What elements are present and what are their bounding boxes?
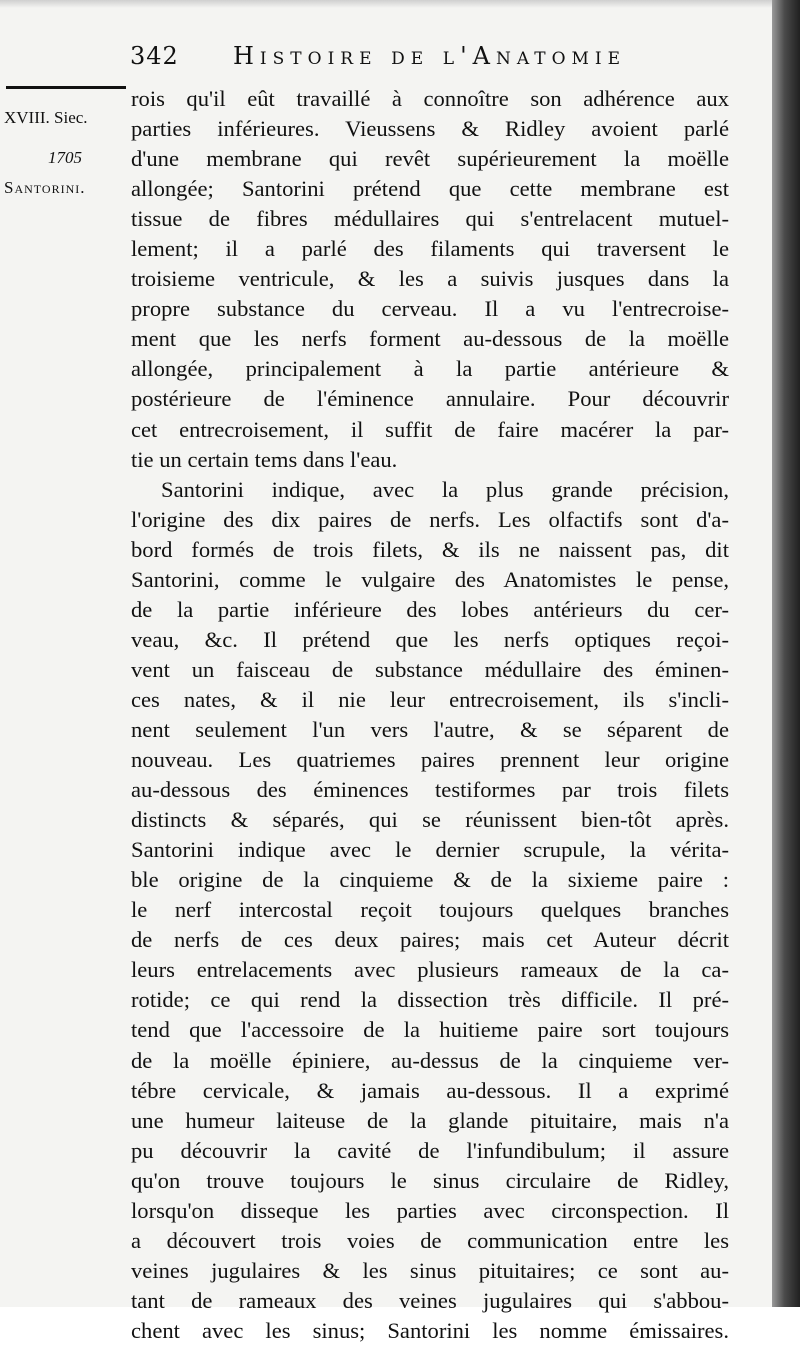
text-line: distincts & séparés, qui se réunissent bien-tôt après. xyxy=(131,807,729,833)
text-line: tissue de fibres médullaires qui s'entrelacent mutuel- xyxy=(131,206,729,232)
text-line: d'une membrane qui revêt supérieurement la moëlle xyxy=(131,146,729,172)
text-line: l'origine des dix paires de nerfs. Les olfactifs sont d'a- xyxy=(131,506,729,532)
margin-rule xyxy=(6,86,126,89)
text-line: de nerfs de ces deux paires; mais cet Auteur décrit xyxy=(131,927,729,953)
text-line: veau, &c. Il prétend que les nerfs optiques reçoi- xyxy=(131,626,729,652)
running-header xyxy=(130,42,770,82)
text-line: une humeur laiteuse de la glande pituitaire, mais n'a xyxy=(131,1107,729,1133)
paragraph-start-line: Santorini indique, avec la plus grande précision, xyxy=(161,476,729,502)
text-line: tébre cervicale, & jamais au-dessous. Il a exprimé xyxy=(131,1077,729,1103)
text-line: allongée, principalement à la partie antérieure & xyxy=(131,356,729,382)
text-line: allongée; Santorini prétend que cette membrane est xyxy=(131,176,729,202)
text-line: Santorini, comme le vulgaire des Anatomistes le pense, xyxy=(131,566,729,592)
text-line: veines jugulaires & les sinus pituitaires; ce sont au- xyxy=(131,1257,729,1283)
page-number: 342 xyxy=(130,42,179,70)
text-line: de la moëlle épiniere, au-dessus de la cinquieme ver- xyxy=(131,1047,729,1073)
text-line: rotide; ce qui rend la dissection très difficile. Il pré- xyxy=(131,987,729,1013)
page-top-edge xyxy=(0,0,800,8)
binding-gutter xyxy=(772,0,800,1307)
running-title: Histoire de l'Anatomie xyxy=(233,42,627,70)
paragraph-end-line: tie un certain tems dans l'eau. xyxy=(131,446,398,472)
text-line: tant de rameaux des veines jugulaires qui s'abbou- xyxy=(131,1287,729,1313)
margin-author-note: Santorini. xyxy=(4,178,86,197)
text-line: lement; il a parlé des filaments qui traversent le xyxy=(131,236,729,262)
text-line: leurs entrelacements avec plusieurs rameaux de la ca- xyxy=(131,957,729,983)
text-line: nouveau. Les quatriemes paires prennent leur origine xyxy=(131,747,729,773)
text-line: vent un faisceau de substance médullaire des éminen- xyxy=(131,656,729,682)
text-line: postérieure de l'éminence annulaire. Pour découvrir xyxy=(131,386,729,412)
text-line: ment que les nerfs forment au-dessous de la moëlle xyxy=(131,326,729,352)
text-line: qu'on trouve toujours le sinus circulaire de Ridley, xyxy=(131,1167,729,1193)
margin-century-note: XVIII. Siec. xyxy=(4,108,88,127)
text-line: propre substance du cerveau. Il a vu l'entrecroise- xyxy=(131,296,729,322)
text-line: Santorini indique avec le dernier scrupule, la vérita- xyxy=(131,837,729,863)
text-line: bord formés de trois filets, & ils ne naissent pas, dit xyxy=(131,536,729,562)
text-line: parties inférieures. Vieussens & Ridley avoient parlé xyxy=(131,116,729,142)
margin-year-note: 1705 xyxy=(48,148,82,167)
text-line: de la partie inférieure des lobes antérieurs du cer- xyxy=(131,596,729,622)
text-line: lorsqu'on disseque les parties avec circonspection. Il xyxy=(131,1197,729,1223)
text-line: rois qu'il eût travaillé à connoître son adhérence aux xyxy=(131,86,729,111)
text-line: ble origine de la cinquieme & de la sixieme paire : xyxy=(131,867,729,893)
text-line: chent avec les sinus; Santorini les nomme émissaires. xyxy=(131,1317,729,1343)
text-line: pu découvrir la cavité de l'infundibulum; il assure xyxy=(131,1137,729,1163)
text-line: au-dessous des éminences testiformes par trois filets xyxy=(131,777,729,803)
text-line: le nerf intercostal reçoit toujours quelques branches xyxy=(131,897,729,923)
text-line: nent seulement l'un vers l'autre, & se séparent de xyxy=(131,716,729,742)
text-line: tend que l'accessoire de la huitieme paire sort toujours xyxy=(131,1017,729,1043)
text-line: ces nates, & il nie leur entrecroisement, ils s'incli- xyxy=(131,686,729,712)
text-line: cet entrecroisement, il suffit de faire macérer la par- xyxy=(131,416,729,442)
text-line: troisieme ventricule, & les a suivis jusques dans la xyxy=(131,266,729,292)
body-text xyxy=(131,84,729,1346)
text-line: a découvert trois voies de communication entre les xyxy=(131,1227,729,1253)
